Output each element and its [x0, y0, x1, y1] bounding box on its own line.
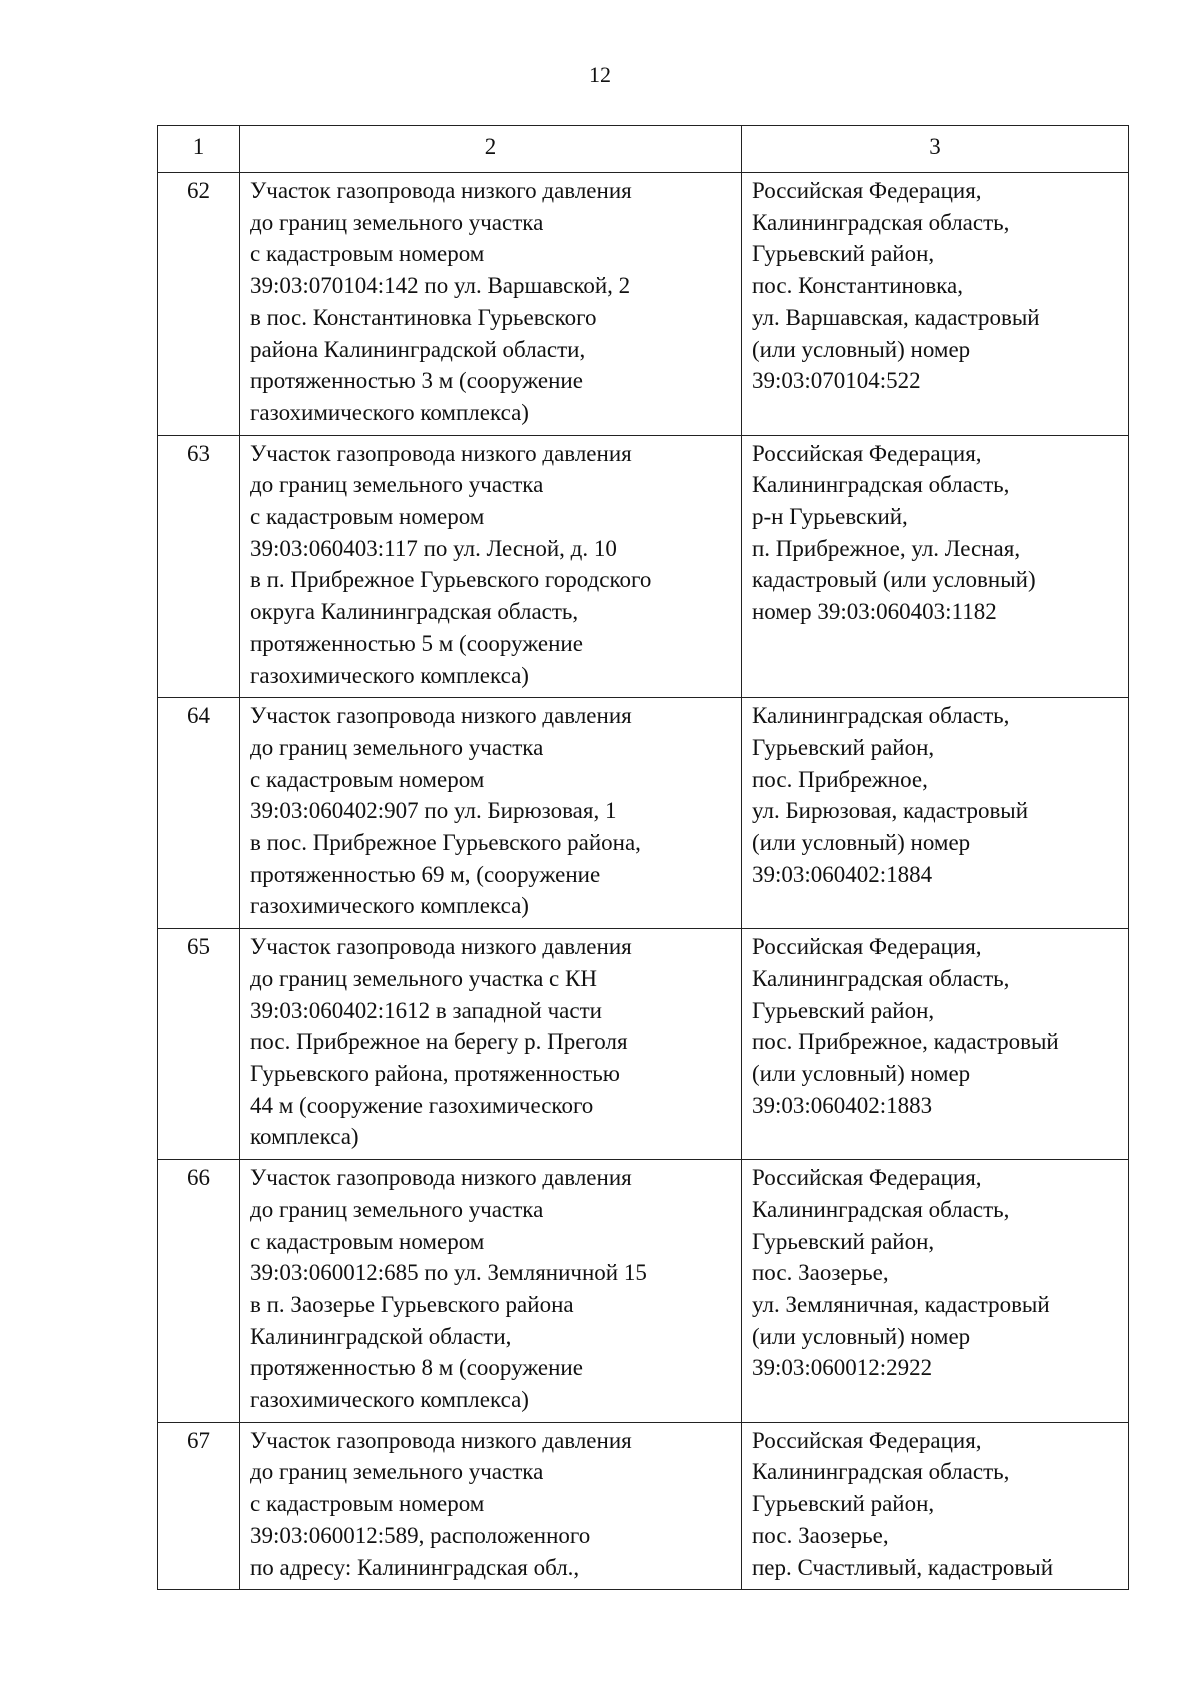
- row-number: 66: [158, 1160, 240, 1423]
- table-row: [158, 1160, 1129, 1423]
- object-address: [742, 1160, 1129, 1423]
- description-line: в п. Прибрежное Гурьевского городского: [250, 567, 652, 593]
- description-line: с кадастровым номером: [250, 504, 485, 530]
- description-line: пос. Прибрежное на берегу р. Преголя: [250, 1029, 628, 1055]
- description-line: района Калининградской области,: [250, 336, 586, 362]
- object-address: [742, 435, 1129, 698]
- description-line: 44 м (сооружение газохимического: [250, 1092, 594, 1118]
- address-line: ул. Варшавская, кадастровый: [752, 304, 1040, 330]
- address-line: пос. Константиновка,: [752, 273, 963, 299]
- description-line: в пос. Прибрежное Гурьевского района,: [250, 830, 641, 856]
- address-line: 39:03:060012:2922: [752, 1355, 933, 1381]
- address-line: 39:03:060402:1884: [752, 861, 933, 887]
- description-line: комплекса): [250, 1124, 359, 1150]
- description-line: Участок газопровода низкого давления: [250, 1427, 632, 1453]
- object-address: [742, 173, 1129, 436]
- description-line: 39:03:060402:1612 в западной части: [250, 997, 602, 1023]
- address-line: Российская Федерация,: [752, 1165, 982, 1191]
- object-description: [240, 173, 742, 436]
- object-description: [240, 1160, 742, 1423]
- object-description: [240, 435, 742, 698]
- address-line: пос. Прибрежное,: [752, 766, 928, 792]
- address-line: Калининградская область,: [752, 703, 1010, 729]
- address-line: п. Прибрежное, ул. Лесная,: [752, 535, 1021, 561]
- address-line: (или условный) номер: [752, 1323, 971, 1349]
- table-row: [158, 929, 1129, 1160]
- address-line: 39:03:070104:522: [752, 368, 921, 394]
- header-cell: 3: [742, 126, 1129, 173]
- description-line: до границ земельного участка: [250, 1196, 544, 1222]
- row-number: 64: [158, 698, 240, 929]
- address-line: Гурьевский район,: [752, 734, 935, 760]
- description-line: с кадастровым номером: [250, 241, 485, 267]
- description-line: Участок газопровода низкого давления: [250, 178, 632, 203]
- address-line: пос. Прибрежное, кадастровый: [752, 1029, 1059, 1055]
- address-line: Калининградская область,: [752, 1196, 1010, 1222]
- page-number: 12: [589, 62, 611, 87]
- address-line: ул. Земляничная, кадастровый: [752, 1291, 1050, 1317]
- address-line: Калининградская область,: [752, 472, 1010, 498]
- description-line: до границ земельного участка: [250, 734, 544, 760]
- description-line: до границ земельного участка: [250, 472, 544, 498]
- address-line: Российская Федерация,: [752, 440, 982, 466]
- description-line: протяженностью 69 м, (сооружение: [250, 861, 601, 887]
- description-line: Гурьевского района, протяженностью: [250, 1060, 620, 1086]
- address-line: р-н Гурьевский,: [752, 504, 908, 530]
- description-line: 39:03:060012:589, расположенного: [250, 1522, 591, 1548]
- address-line: Гурьевский район,: [752, 1228, 935, 1254]
- description-line: газохимического комплекса): [250, 893, 529, 919]
- address-line: Гурьевский район,: [752, 997, 935, 1023]
- description-line: до границ земельного участка: [250, 209, 544, 235]
- object-address: [742, 929, 1129, 1160]
- description-line: газохимического комплекса): [250, 662, 529, 688]
- table-header-row: [158, 126, 1129, 173]
- description-line: с кадастровым номером: [250, 1491, 485, 1517]
- description-line: 39:03:060402:907 по ул. Бирюзовая, 1: [250, 798, 617, 824]
- object-address: [742, 698, 1129, 929]
- object-description: [240, 929, 742, 1160]
- description-line: с кадастровым номером: [250, 1228, 485, 1254]
- description-line: Калининградской области,: [250, 1323, 512, 1349]
- row-number: 63: [158, 435, 240, 698]
- address-line: Российская Федерация,: [752, 934, 982, 960]
- table-row: [158, 698, 1129, 929]
- object-description: [240, 1422, 742, 1590]
- description-line: округа Калининградская область,: [250, 599, 579, 625]
- address-line: (или условный) номер: [752, 830, 971, 856]
- description-line: до границ земельного участка с КН: [250, 965, 597, 991]
- header-cell: 1: [158, 126, 240, 173]
- description-line: газохимического комплекса): [250, 399, 529, 425]
- description-line: протяженностью 5 м (сооружение: [250, 630, 583, 656]
- address-line: Российская Федерация,: [752, 178, 982, 203]
- description-line: с кадастровым номером: [250, 766, 485, 792]
- description-line: в пос. Константиновка Гурьевского: [250, 304, 597, 330]
- description-line: протяженностью 8 м (сооружение: [250, 1355, 583, 1381]
- object-description: [240, 698, 742, 929]
- description-line: 39:03:070104:142 по ул. Варшавской, 2: [250, 273, 631, 299]
- description-line: Участок газопровода низкого давления: [250, 934, 632, 960]
- address-line: Гурьевский район,: [752, 1491, 935, 1517]
- address-line: ул. Бирюзовая, кадастровый: [752, 798, 1029, 824]
- table-row: [158, 173, 1129, 436]
- address-line: пос. Заозерье,: [752, 1522, 889, 1548]
- address-line: Калининградская область,: [752, 1459, 1010, 1485]
- table-row: [158, 1422, 1129, 1590]
- description-line: протяженностью 3 м (сооружение: [250, 368, 583, 394]
- description-line: Участок газопровода низкого давления: [250, 703, 632, 729]
- object-address: [742, 1422, 1129, 1590]
- description-line: по адресу: Калининградская обл.,: [250, 1554, 580, 1580]
- address-line: пос. Заозерье,: [752, 1260, 889, 1286]
- address-line: 39:03:060402:1883: [752, 1092, 933, 1118]
- description-line: Участок газопровода низкого давления: [250, 440, 632, 466]
- address-line: Калининградская область,: [752, 209, 1010, 235]
- description-line: газохимического комплекса): [250, 1387, 529, 1413]
- description-line: в п. Заозерье Гурьевского района: [250, 1291, 574, 1317]
- address-line: (или условный) номер: [752, 1060, 971, 1086]
- description-line: 39:03:060012:685 по ул. Земляничной 15: [250, 1260, 647, 1286]
- address-line: Калининградская область,: [752, 965, 1010, 991]
- row-number: 62: [158, 173, 240, 436]
- objects-table: [157, 125, 1129, 1590]
- address-line: Гурьевский район,: [752, 241, 935, 267]
- address-line: пер. Счастливый, кадастровый: [752, 1554, 1054, 1580]
- row-number: 65: [158, 929, 240, 1160]
- description-line: 39:03:060403:117 по ул. Лесной, д. 10: [250, 535, 617, 561]
- address-line: кадастровый (или условный): [752, 567, 1036, 593]
- header-cell: 2: [240, 126, 742, 173]
- address-line: (или условный) номер: [752, 336, 971, 362]
- description-line: Участок газопровода низкого давления: [250, 1165, 632, 1191]
- description-line: до границ земельного участка: [250, 1459, 544, 1485]
- address-line: Российская Федерация,: [752, 1427, 982, 1453]
- address-line: номер 39:03:060403:1182: [752, 599, 997, 625]
- row-number: 67: [158, 1422, 240, 1590]
- table-row: [158, 435, 1129, 698]
